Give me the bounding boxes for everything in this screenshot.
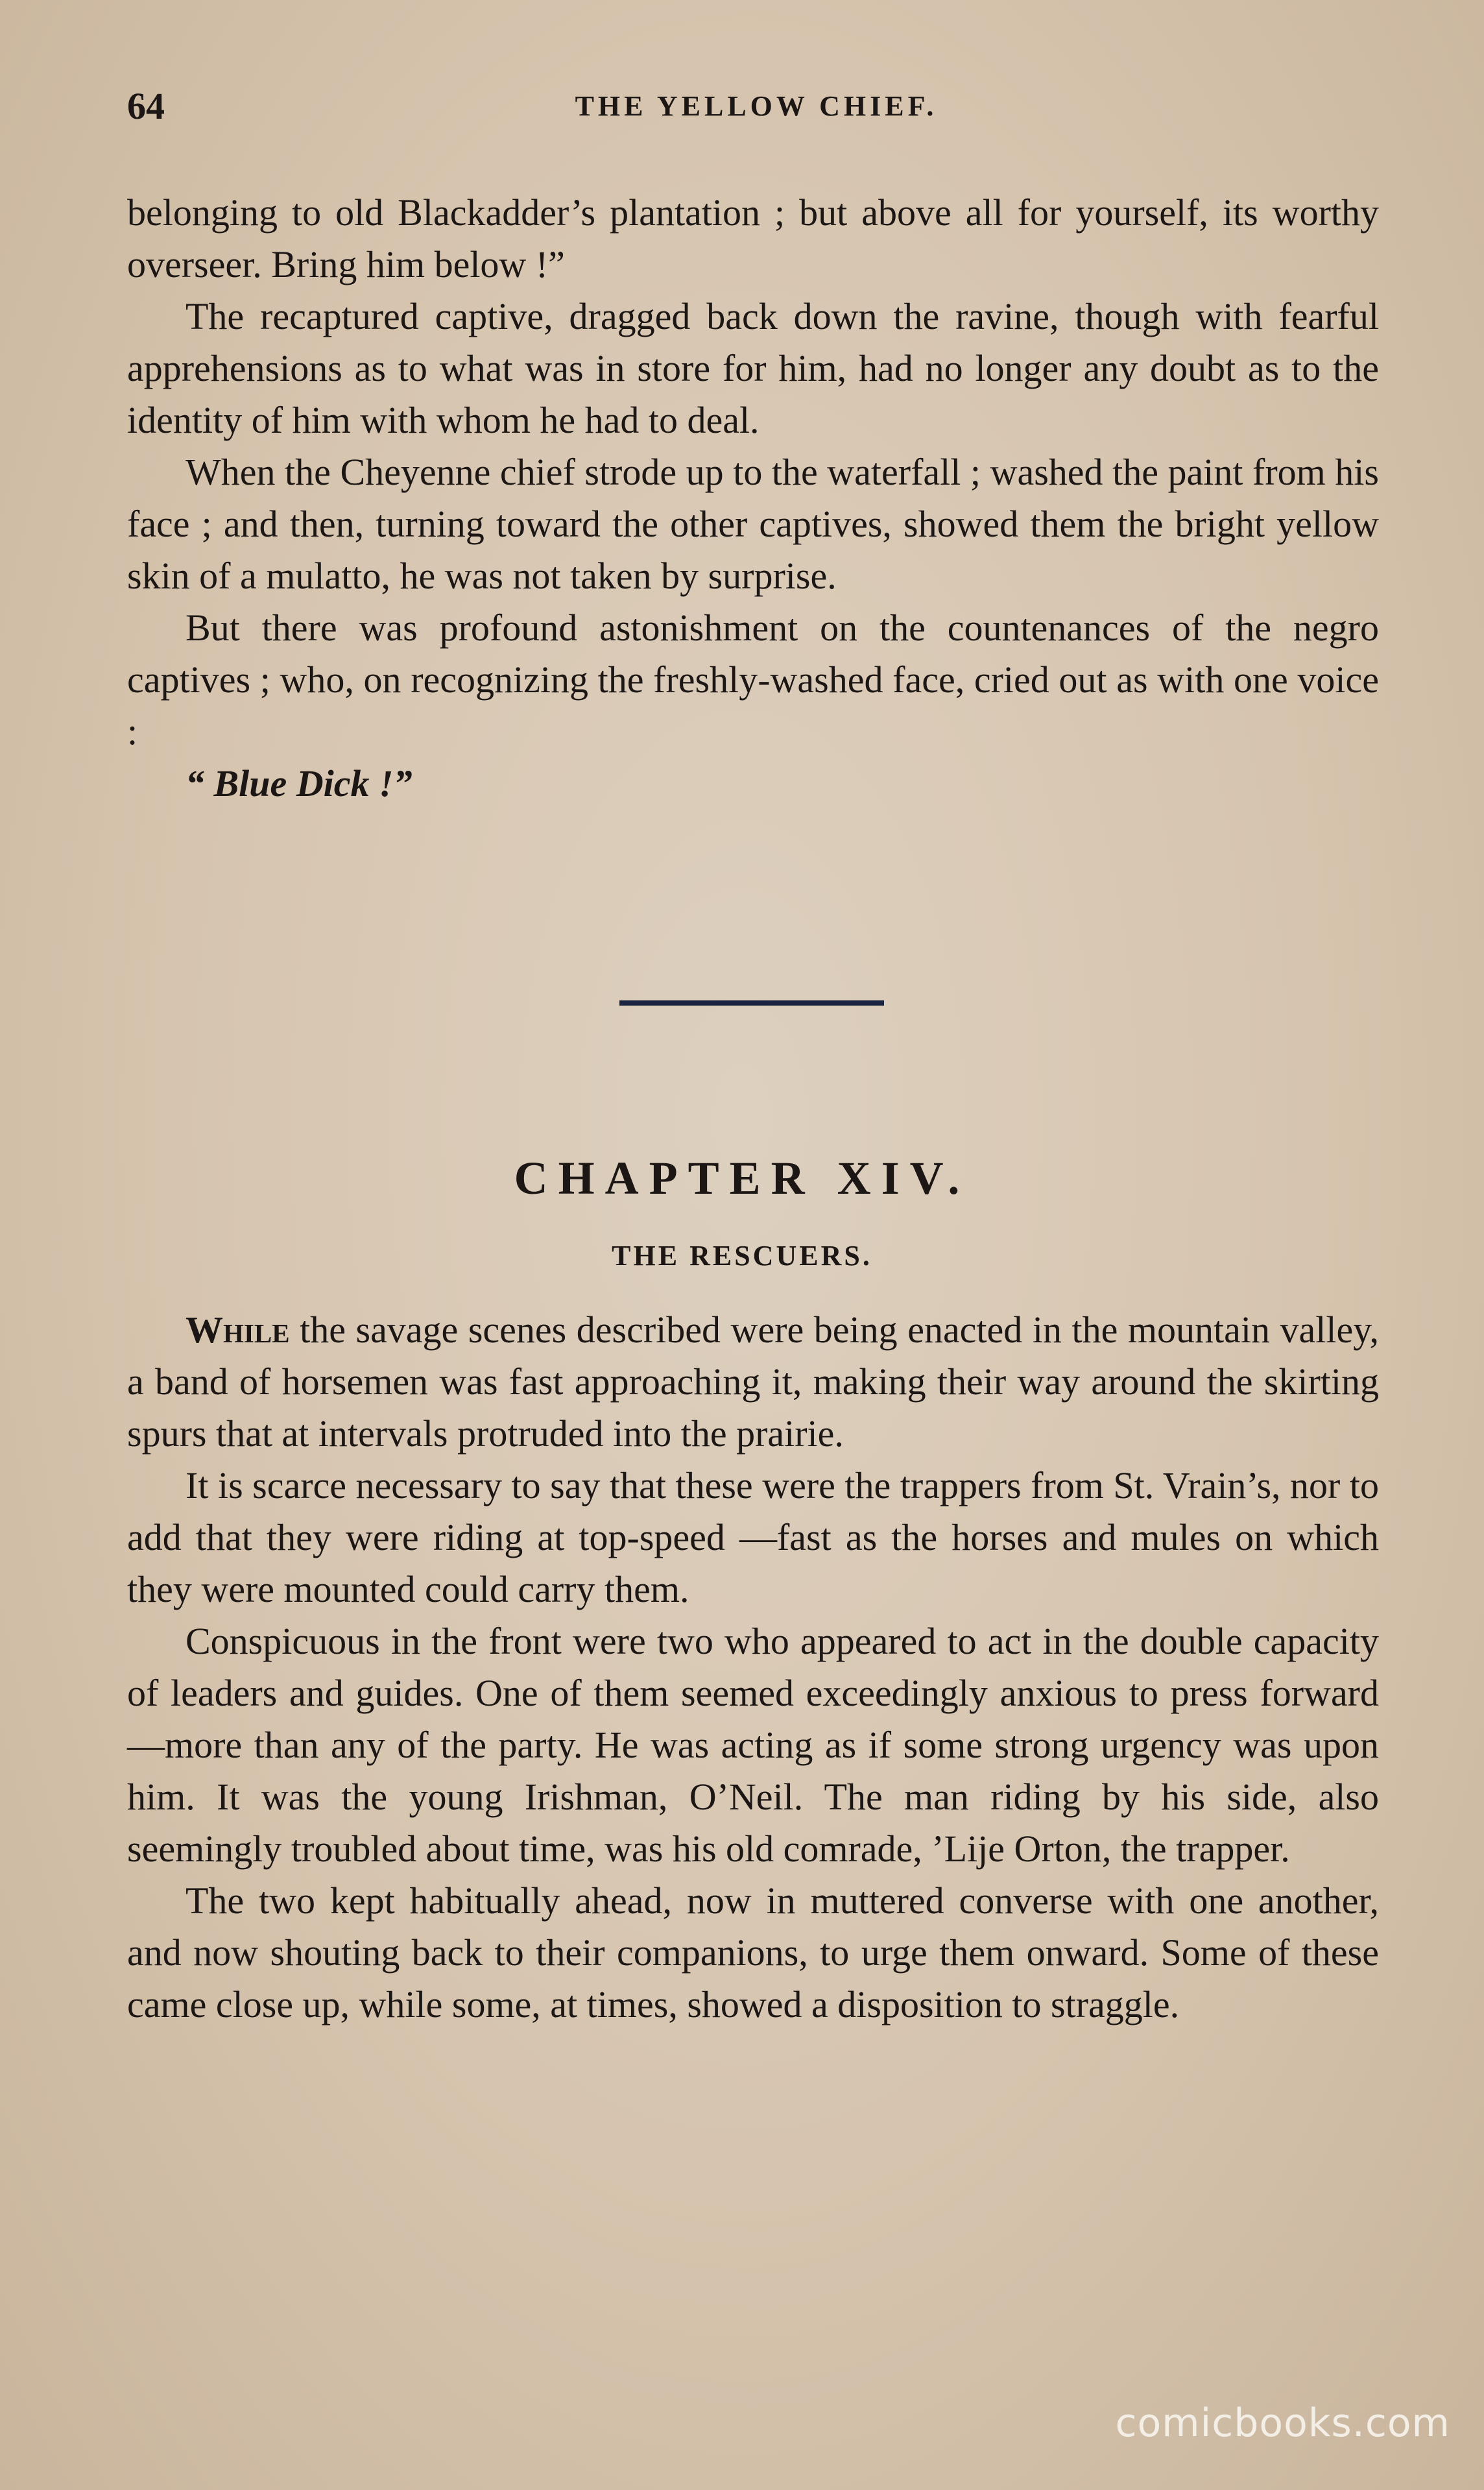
watermark-text: comicbooks.com (1115, 2400, 1450, 2446)
paragraph: But there was profound astonishment on the countenances of the negro captives ; who, on recognizing the freshly-washed face, cried out as with one voice : (127, 607, 1379, 753)
paragraph: When the Cheyenne chief strode up to the waterfall ; washed the paint from his face ; and then, turning toward the other captives, showed them the bright yellow skin of a mulatto, he was not taken by surprise. (127, 451, 1379, 597)
chapter-xiii-ending (127, 187, 1379, 810)
running-title: THE YELLOW CHIEF. (575, 90, 938, 122)
section-divider-rule (619, 1000, 884, 1006)
paragraph: It is scarce necessary to say that these were the trappers from St. Vrain’s, nor to add that they were riding at top-speed —fast as the horses and mules on which they were mounted could carry them. (127, 1464, 1379, 1610)
paragraph-text: the savage scenes described were being enacted in the mountain valley, a band of horsemen was fast approaching it, making their way around the skirting spurs that at intervals protruded into the prairie. (127, 1309, 1379, 1455)
page-number: 64 (127, 85, 165, 127)
chapter-heading: CHAPTER XIV. (514, 1152, 970, 1204)
paragraph: The recaptured captive, dragged back down the ravine, though with fearful apprehensions as to what was in store for him, had no longer any doubt as to the identity of him with whom he had to deal. (127, 295, 1379, 441)
paragraph: belonging to old Blackadder’s plantation ; but above all for yourself, its worthy overseer. Bring him below !” (127, 191, 1379, 285)
chapter-subtitle: THE RESCUERS. (612, 1240, 872, 1272)
exclamation-line: “ Blue Dick !” (186, 762, 413, 804)
paragraph: The two kept habitually ahead, now in muttered converse with one another, and now shouting back to their companions, to urge them onward. Some of these came close up, while some, at times, showed a disposition to straggle. (127, 1880, 1379, 2025)
paragraph (127, 1304, 1379, 1460)
lead-word: While (186, 1309, 290, 1351)
paragraph: Conspicuous in the front were two who appeared to act in the double capacity of leaders and guides. One of them seemed exceedingly anxious to press forward—more than any of the party. He was acting as if some strong urgency was upon him. It was the young Irishman, O’Neil. The man riding by his side, also seemingly troubled about time, was his old comrade, ’Lije Orton, the trapper. (127, 1620, 1379, 1870)
page-header (127, 84, 1385, 136)
chapter-xiv-text (127, 1304, 1379, 2031)
